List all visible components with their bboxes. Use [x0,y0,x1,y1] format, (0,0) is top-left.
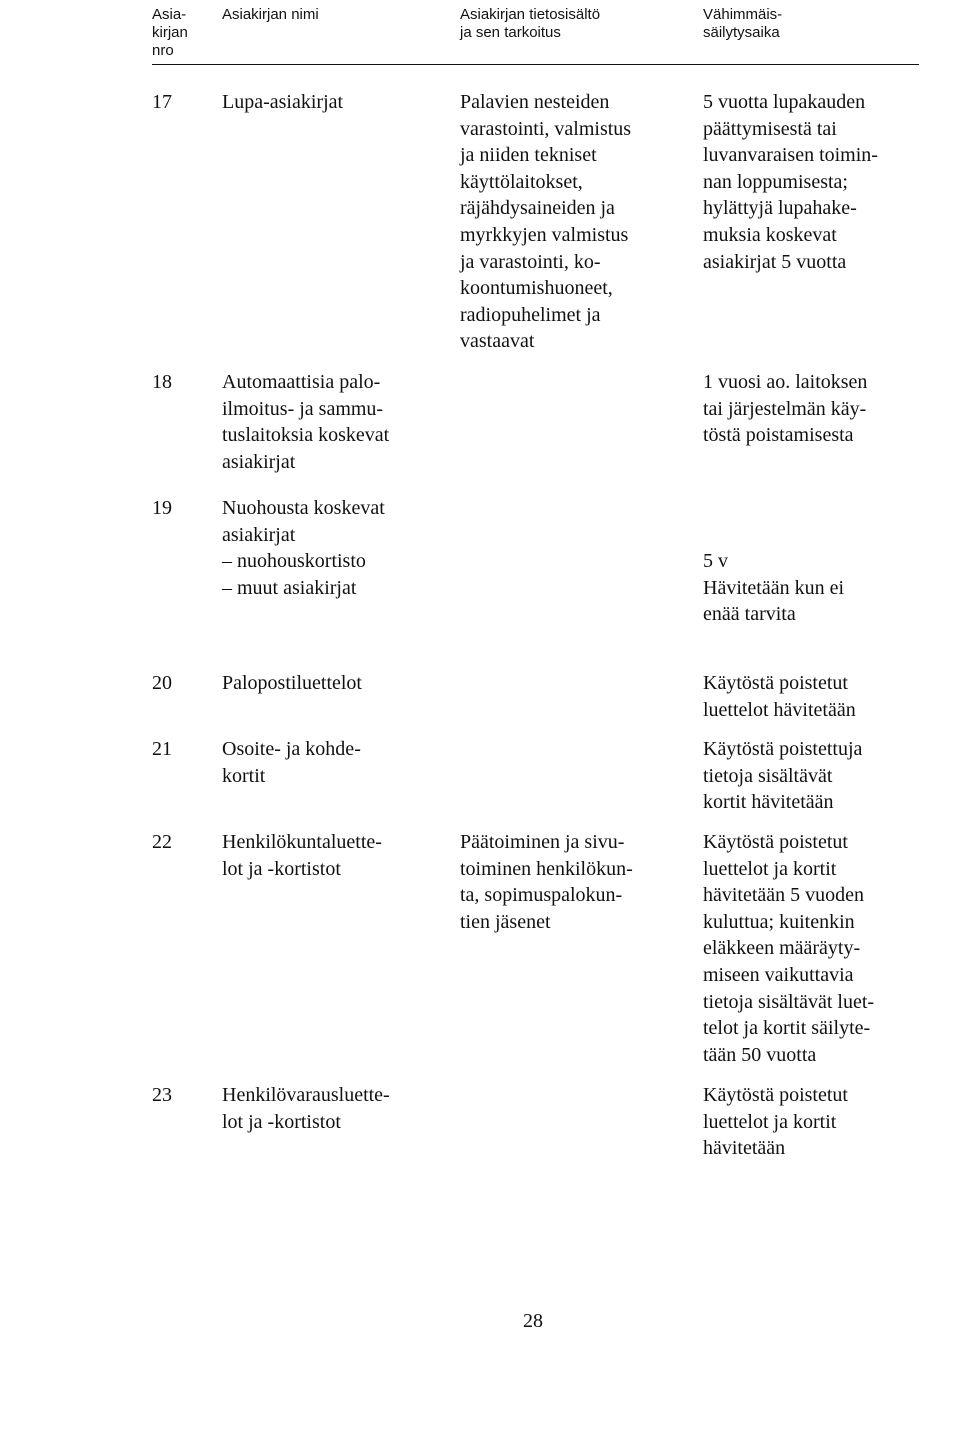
row-18-nro: 18 [152,371,172,393]
row-19-nro: 19 [152,497,172,519]
header-col-content: Asiakirjan tietosisältö ja sen tarkoitus [460,6,601,41]
row-23-name: Henkilövarausluette- lot ja -kortistot [222,1084,390,1133]
page-number: 28 [523,1310,543,1332]
row-17-content: Palavien nesteiden varastointi, valmistus ja niiden tekniset käyttölaitokset, räjähdysaineiden ja myrkkyjen valmistus ja varastointi, ko- koontumishuoneet, radiopuhelimet ja vastaavat [460,91,632,353]
row-22-name: Henkilökuntaluette- lot ja -kortistot [222,831,382,880]
row-20-retention: Käytöstä poistetut luettelot hävitetään [703,672,856,721]
row-21-nro: 21 [152,738,172,760]
row-22-retention: Käytöstä poistetut luettelot ja kortit hävitetään 5 vuoden kuluttua; kuitenkin eläkkeen määräyty- miseen vaikuttavia tietoja sisältävät luet- telot ja kortit säilyte- tään 50 vuotta [703,831,875,1066]
row-23-retention: Käytöstä poistetut luettelot ja kortit hävitetään [703,1084,848,1160]
row-20-name: Palopostiluettelot [222,672,362,694]
row-18-name: Automaattisia palo- ilmoitus- ja sammu- tuslaitoksia koskevat asiakirjat [222,371,390,473]
row-23-nro: 23 [152,1084,172,1106]
header-col-retention: Vähimmäis- säilytysaika [703,6,783,41]
row-20-nro: 20 [152,672,172,694]
row-17-retention: 5 vuotta lupakauden päättymisestä tai luvanvaraisen toimin- nan loppumisesta; hylättyjä lupahake- muksia koskevat asiakirjat 5 vuotta [703,91,878,273]
row-19-retention: 5 v Hävitetään kun ei enää tarvita [703,550,845,626]
row-22-nro: 22 [152,831,172,853]
row-17-name: Lupa-asiakirjat [222,91,344,113]
row-22-content: Päätoiminen ja sivu- toiminen henkilökun- ta, sopimuspalokun- tien jäsenet [460,831,633,933]
row-17-nro: 17 [152,91,172,113]
row-19-name: Nuohousta koskevat asiakirjat – nuohouskortisto – muut asiakirjat [222,497,385,599]
row-21-name: Osoite- ja kohde- kortit [222,738,361,787]
row-18-retention: 1 vuosi ao. laitoksen tai järjestelmän käy- töstä poistamisesta [703,371,868,447]
header-col-nro: Asia- kirjan nro [152,6,188,59]
row-21-retention: Käytöstä poistettuja tietoja sisältävät kortit hävitetään [703,738,863,814]
header-divider [152,64,919,65]
header-col-name: Asiakirjan nimi [222,6,319,23]
